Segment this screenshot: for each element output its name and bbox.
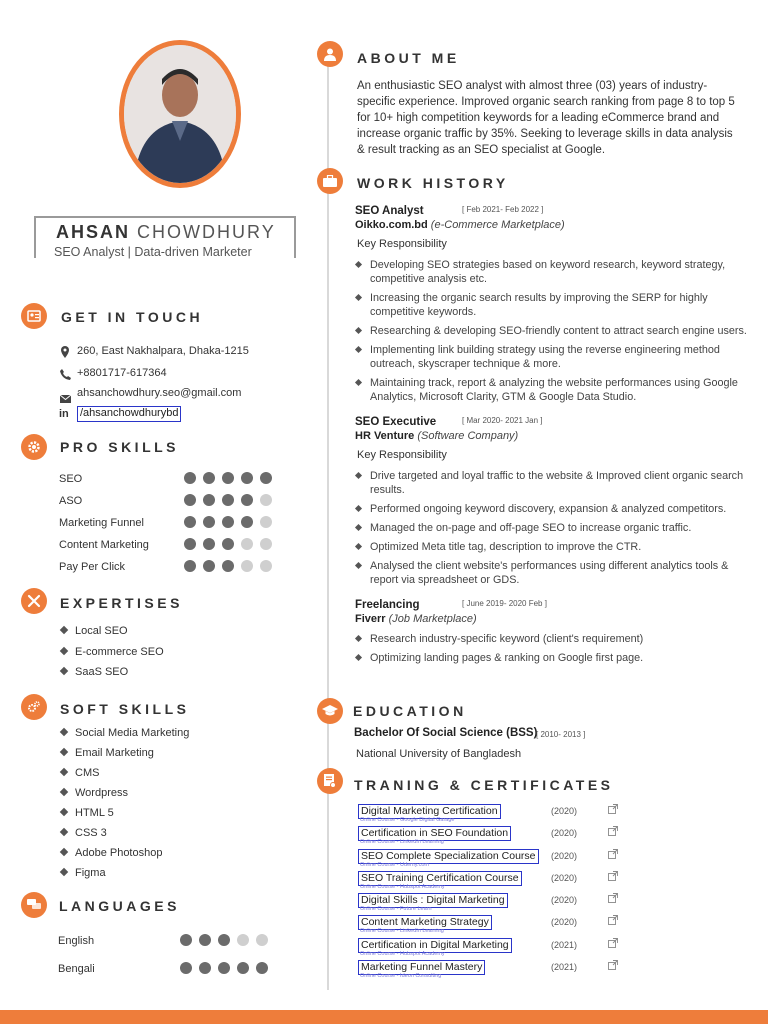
responsibility-item <box>355 651 750 665</box>
job-date: [ Mar 2020- 2021 Jan ] <box>462 416 543 425</box>
list-item <box>61 847 189 867</box>
diamond-bullet-icon <box>60 646 68 654</box>
education-school: National University of Bangladesh <box>356 748 522 760</box>
diamond-bullet-icon <box>60 788 68 796</box>
skill-row <box>59 560 309 582</box>
diamond-bullet-icon <box>60 728 68 736</box>
contact-address: 260, East Nakhalpara, Dhaka-1215 <box>77 345 249 357</box>
skill-level-dots <box>180 934 268 946</box>
diamond-bullet-icon <box>355 294 362 301</box>
list-item-label: Local SEO <box>75 625 128 637</box>
location-pin-icon <box>60 345 70 363</box>
certificate-year: (2020) <box>551 828 578 839</box>
job-role: SEO Analyst <box>355 205 424 217</box>
education-degree: Bachelor Of Social Science (BSS) <box>354 727 538 739</box>
list-item <box>61 625 164 646</box>
level-dot <box>256 934 268 946</box>
diamond-bullet-icon <box>355 327 362 334</box>
diamond-bullet-icon <box>355 379 362 386</box>
certificate-provider: Online Course - Google Digital Garage <box>360 817 455 823</box>
responsibility-text: Performed ongoing keyword discovery, expansion & analyzed competitors. <box>370 503 727 515</box>
certificate-row <box>358 915 758 937</box>
skill-name: Pay Per Click <box>59 561 126 573</box>
certificate-row <box>358 804 758 826</box>
external-link-icon[interactable] <box>608 804 618 817</box>
level-dot <box>241 472 253 484</box>
skill-name: English <box>58 935 95 947</box>
skill-row <box>59 538 309 560</box>
responsibility-text: Optimized Meta title tag, description to improve the CTR. <box>370 541 642 553</box>
job-date: [ Feb 2021- Feb 2022 ] <box>462 205 544 214</box>
contact-section-title: GET IN TOUCH <box>61 309 204 325</box>
level-dot <box>203 516 215 528</box>
footer-accent-bar <box>0 1010 768 1024</box>
skill-row <box>59 472 309 494</box>
level-dot <box>184 494 196 506</box>
certificates-section-title: TRANING & CERTIFICATES <box>354 777 614 793</box>
job-header <box>355 201 755 219</box>
external-link-icon[interactable] <box>608 871 618 884</box>
skill-name: ASO <box>59 495 83 507</box>
skill-level-dots <box>184 560 272 572</box>
responsibility-item <box>355 502 750 516</box>
certificate-row <box>358 849 758 871</box>
diamond-bullet-icon <box>60 848 68 856</box>
pro-skills-list <box>59 472 309 582</box>
certificate-link[interactable]: Digital Skills : Digital Marketing <box>358 893 508 908</box>
company-name: Fiverr <box>355 613 386 625</box>
responsibility-item <box>355 469 750 497</box>
graduation-cap-icon <box>317 698 343 724</box>
list-item-label: Adobe Photoshop <box>75 847 163 859</box>
skill-name: Bengali <box>58 963 95 975</box>
level-dot <box>203 538 215 550</box>
company-note: (Software Company) <box>414 430 519 442</box>
certificate-icon <box>317 768 343 794</box>
list-item-label: Email Marketing <box>75 747 154 759</box>
list-item <box>61 646 164 667</box>
skill-row <box>59 494 309 516</box>
certificate-year: (2021) <box>551 962 578 973</box>
skill-name: SEO <box>59 473 83 485</box>
job-role: SEO Executive <box>355 416 437 428</box>
languages-list <box>58 934 308 990</box>
responsibility-text: Maintaining track, report & analyzing the website performances using Google Analytics, Microsoft Clarity, GTM & Google Data Studio. <box>370 377 738 403</box>
certificate-link[interactable]: SEO Training Certification Course <box>358 871 522 886</box>
phone-icon <box>60 367 71 385</box>
diamond-bullet-icon <box>60 868 68 876</box>
user-icon <box>317 41 343 67</box>
level-dot <box>256 962 268 974</box>
list-item <box>61 807 189 827</box>
linkedin-icon: in <box>59 408 69 420</box>
certificate-link[interactable]: Content Marketing Strategy <box>358 915 492 930</box>
certificate-year: (2020) <box>551 917 578 928</box>
list-item <box>61 787 189 807</box>
job-block <box>355 595 755 665</box>
certificate-row <box>358 938 758 960</box>
responsibility-item <box>355 559 750 587</box>
certificate-provider: Online Course - Ideon Consulting <box>360 973 442 980</box>
job-block <box>355 412 755 587</box>
diamond-bullet-icon <box>355 346 362 353</box>
responsibility-text: Research industry-specific keyword (client's requirement) <box>370 633 644 645</box>
education-date: [ 2010- 2013 ] <box>536 730 586 739</box>
certificate-provider: Online Course - Future Learn <box>360 906 432 913</box>
diamond-bullet-icon <box>355 635 362 642</box>
company-name: HR Venture <box>355 430 415 442</box>
certificate-year: (2020) <box>551 806 578 816</box>
diamond-bullet-icon <box>355 472 362 479</box>
diamond-bullet-icon <box>355 654 362 661</box>
certificate-row <box>358 871 758 893</box>
diamond-bullet-icon <box>60 748 68 756</box>
job-block <box>355 201 755 404</box>
responsibility-item <box>355 258 750 286</box>
diamond-bullet-icon <box>60 808 68 816</box>
external-link-icon[interactable] <box>608 915 618 928</box>
certificate-year: (2021) <box>551 939 578 950</box>
job-company <box>355 430 755 449</box>
soft-skills-gear-icon <box>21 694 47 720</box>
external-link-icon[interactable] <box>608 893 618 906</box>
diamond-bullet-icon <box>60 626 68 634</box>
responsibility-text: Developing SEO strategies based on keyword research, keyword strategy, competitive analysis etc. <box>370 259 726 285</box>
certificate-provider: Online Course - Hubspot Academy <box>360 883 445 890</box>
responsibility-item <box>355 376 750 404</box>
responsibility-item <box>355 540 750 554</box>
skill-level-dots <box>180 962 268 974</box>
responsibility-text: Analysed the client website's performances using different analytics tools & report via spreadsheet or GDS. <box>370 560 729 586</box>
level-dot <box>180 962 192 974</box>
list-item-label: HTML 5 <box>75 807 114 819</box>
skill-name: Marketing Funnel <box>59 517 144 529</box>
certificate-provider: Online Course - Hubspot Academy <box>360 950 445 957</box>
work-section-title: WORK HISTORY <box>357 175 509 191</box>
briefcase-icon <box>317 168 343 194</box>
level-dot <box>241 516 253 528</box>
diamond-bullet-icon <box>355 524 362 531</box>
level-dot <box>199 962 211 974</box>
profile-name: AHSAN CHOWDHURY <box>56 222 276 242</box>
certificate-link[interactable]: SEO Complete Specialization Course <box>358 849 539 864</box>
job-company <box>355 613 755 632</box>
level-dot <box>218 934 230 946</box>
soft-skills-list <box>61 727 189 887</box>
level-dot <box>222 538 234 550</box>
list-item <box>61 867 189 887</box>
list-item-label: SaaS SEO <box>75 666 129 678</box>
tools-icon <box>21 588 47 614</box>
list-item <box>61 727 189 747</box>
skill-row <box>59 516 309 538</box>
level-dot <box>222 516 234 528</box>
level-dot <box>203 494 215 506</box>
level-dot <box>218 962 230 974</box>
list-item <box>61 827 189 847</box>
responsibility-item <box>355 632 750 646</box>
certificate-link[interactable]: Digital Marketing Certification <box>358 804 501 819</box>
work-history-list <box>355 201 755 673</box>
diamond-bullet-icon <box>355 562 362 569</box>
certificate-link[interactable]: Certification in SEO Foundation <box>358 826 511 841</box>
job-date: [ June 2019- 2020 Feb ] <box>462 599 547 608</box>
person-avatar-icon <box>124 45 236 183</box>
level-dot <box>203 560 215 572</box>
level-dot <box>184 538 196 550</box>
certificate-year: (2020) <box>551 872 578 883</box>
about-section-title: ABOUT ME <box>357 50 460 66</box>
level-dot <box>260 472 272 484</box>
certificate-row <box>358 893 758 915</box>
external-link-icon[interactable] <box>608 849 618 862</box>
level-dot <box>241 538 253 550</box>
job-role: Freelancing <box>355 599 420 611</box>
responsibility-item <box>355 291 750 319</box>
responsibility-text: Increasing the organic search results by improving the SERP for highly competitive keywords. <box>370 292 708 318</box>
level-dot <box>260 538 272 550</box>
external-link-icon[interactable] <box>608 826 618 839</box>
company-note: (Job Marketplace) <box>385 613 477 625</box>
responsibility-text: Drive targeted and loyal traffic to the website & Improved client organic search results. <box>370 470 744 496</box>
linkedin-link[interactable]: /ahsanchowdhurybd <box>77 406 181 422</box>
key-responsibility-label: Key Responsibility <box>357 449 447 461</box>
education-section-title: EDUCATION <box>353 703 467 719</box>
profile-subtitle: SEO Analyst | Data-driven Marketer <box>54 245 252 259</box>
certificate-link[interactable]: Certification in Digital Marketing <box>358 938 512 953</box>
about-text: An enthusiastic SEO analyst with almost three (03) years of industry-specific experience. Improved organic search ranking from page 8 to top 5 for 10+ high competition keywords for a leading eCommerce brand and increase organic traffic by 35%. Seeking to leverage skills in data analysis & result tracking as an SEO specialist at Google. <box>357 80 735 156</box>
certificate-provider: Online Course - Udemy.com <box>360 861 429 868</box>
contact-email[interactable]: ahsanchowdhury.seo@gmail.com <box>77 387 242 399</box>
languages-section-title: LANGUAGES <box>59 898 180 914</box>
responsibility-text: Researching & developing SEO-friendly content to attract search engine users. <box>370 325 747 337</box>
certificate-row <box>358 826 758 848</box>
skill-level-dots <box>184 516 272 528</box>
job-header <box>355 412 755 430</box>
external-link-icon[interactable] <box>608 938 618 951</box>
certificate-year: (2020) <box>551 895 578 906</box>
level-dot <box>180 934 192 946</box>
expertises-list <box>61 625 164 687</box>
level-dot <box>241 494 253 506</box>
level-dot <box>241 560 253 572</box>
diamond-bullet-icon <box>60 768 68 776</box>
list-item <box>61 747 189 767</box>
gear-icon <box>21 434 47 460</box>
level-dot <box>199 934 211 946</box>
certificate-row <box>358 960 758 982</box>
email-icon <box>60 390 71 408</box>
expertises-section-title: EXPERTISES <box>60 595 183 611</box>
responsibility-text: Managed the on-page and off-page SEO to increase organic traffic. <box>370 522 692 534</box>
skill-row <box>58 934 308 962</box>
level-dot <box>222 494 234 506</box>
skill-level-dots <box>184 538 272 550</box>
level-dot <box>260 494 272 506</box>
level-dot <box>184 472 196 484</box>
responsibility-item <box>355 521 750 535</box>
diamond-bullet-icon <box>60 828 68 836</box>
responsibility-text: Optimizing landing pages & ranking on Google first page. <box>370 652 644 664</box>
level-dot <box>184 560 196 572</box>
certificates-list <box>358 804 758 982</box>
company-note: (e-Commerce Marketplace) <box>427 219 565 231</box>
list-item-label: CSS 3 <box>75 827 107 839</box>
list-item <box>61 666 164 687</box>
job-company <box>355 219 755 238</box>
list-item-label: CMS <box>75 767 100 779</box>
job-header <box>355 595 755 613</box>
skill-name: Content Marketing <box>59 539 149 551</box>
responsibility-item <box>355 343 750 371</box>
list-item-label: Figma <box>75 867 106 879</box>
diamond-bullet-icon <box>60 667 68 675</box>
diamond-bullet-icon <box>355 543 362 550</box>
skill-level-dots <box>184 472 272 484</box>
profile-photo <box>119 40 241 188</box>
list-item <box>61 767 189 787</box>
certificate-link[interactable]: Marketing Funnel Mastery <box>358 960 485 975</box>
diamond-bullet-icon <box>355 261 362 268</box>
level-dot <box>222 560 234 572</box>
contact-phone[interactable]: +8801717-617364 <box>77 367 167 379</box>
external-link-icon[interactable] <box>608 960 618 973</box>
skill-level-dots <box>184 494 272 506</box>
list-item-label: Social Media Marketing <box>75 727 190 739</box>
list-item-label: Wordpress <box>75 787 128 799</box>
chat-bubble-icon <box>21 892 47 918</box>
level-dot <box>260 560 272 572</box>
certificate-provider: Online Course - LinkedIn Learning <box>360 839 444 846</box>
list-item-label: E-commerce SEO <box>75 645 164 658</box>
level-dot <box>237 934 249 946</box>
soft-skills-section-title: SOFT SKILLS <box>60 701 190 717</box>
certificate-provider: Online Course - LinkedIn Learning <box>360 928 444 935</box>
responsibility-text: Implementing link building strategy using the reverse engineering method outreach, skyscraper technique & more. <box>370 344 720 370</box>
diamond-bullet-icon <box>355 505 362 512</box>
level-dot <box>203 472 215 484</box>
level-dot <box>260 516 272 528</box>
contact-card-icon <box>21 303 47 329</box>
certificate-year: (2020) <box>551 850 578 861</box>
level-dot <box>237 962 249 974</box>
company-name: Oikko.com.bd <box>355 219 428 231</box>
pro-skills-section-title: PRO SKILLS <box>60 439 180 455</box>
level-dot <box>222 472 234 484</box>
key-responsibility-label: Key Responsibility <box>357 238 447 250</box>
level-dot <box>184 516 196 528</box>
skill-row <box>58 962 308 990</box>
responsibility-item <box>355 324 750 338</box>
